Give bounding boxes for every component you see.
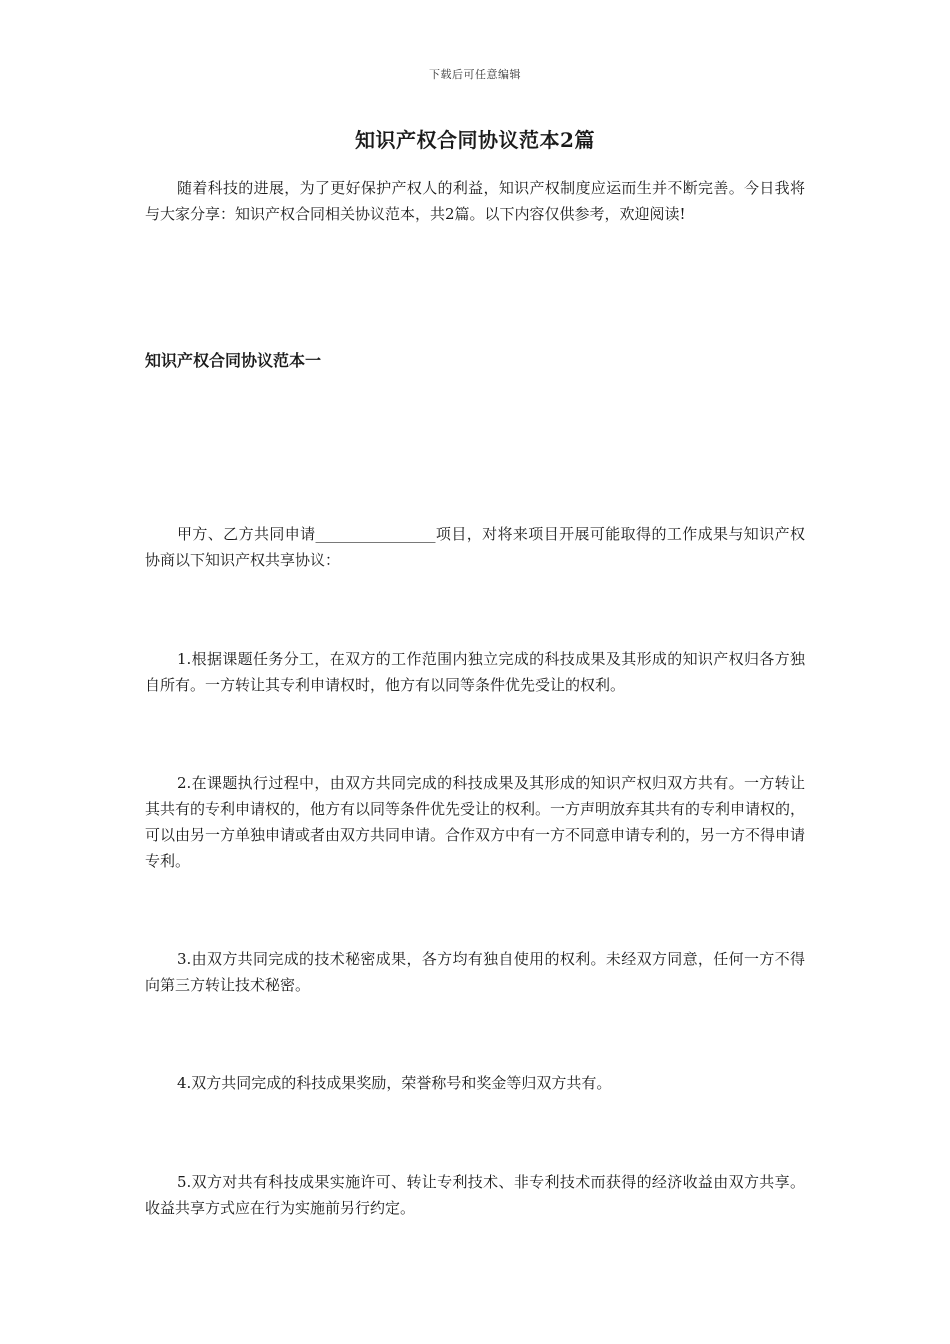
clause-4: 4.双方共同完成的科技成果奖励，荣誉称号和奖金等归双方共有。: [177, 1074, 612, 1092]
header-note: 下载后可任意编辑: [429, 68, 521, 81]
section-title: 知识产权合同协议范本一: [145, 351, 322, 370]
clause-5: 5.双方对共有科技成果实施许可、转让专利技术、非专利技术而获得的经济收益由双方共享。收益共享方式应在行为实施前另行约定。: [145, 1173, 805, 1217]
clause-3: 3.由双方共同完成的技术秘密成果，各方均有独自使用的权利。未经双方同意，任何一方不得向第三方转让技术秘密。: [145, 950, 805, 994]
clause-1: 1.根据课题任务分工，在双方的工作范围内独立完成的科技成果及其形成的知识产权归各方独自所有。一方转让其专利申请权时，他方有以同等条件优先受让的权利。: [145, 650, 805, 694]
clause-2: 2.在课题执行过程中，由双方共同完成的科技成果及其形成的知识产权归双方共有。一方转让其共有的专利申请权的，他方有以同等条件优先受让的权利。一方声明放弃其共有的专利申请权的，可以由另一方单独申请或者由双方共同申请。合作双方中有一方不同意申请专利的，另一方不得申请专利。: [145, 774, 806, 870]
intro-paragraph: 随着科技的进展，为了更好保护产权人的利益，知识产权制度应运而生并不断完善。今日我将与大家分享：知识产权合同相关协议范本，共2篇。以下内容仅供参考，欢迎阅读!: [145, 179, 805, 223]
document-title: 知识产权合同协议范本2篇: [355, 128, 595, 152]
opening-paragraph: 甲方、乙方共同申请________________项目，对将来项目开展可能取得的工作成果与知识产权协商以下知识产权共享协议：: [145, 525, 805, 569]
